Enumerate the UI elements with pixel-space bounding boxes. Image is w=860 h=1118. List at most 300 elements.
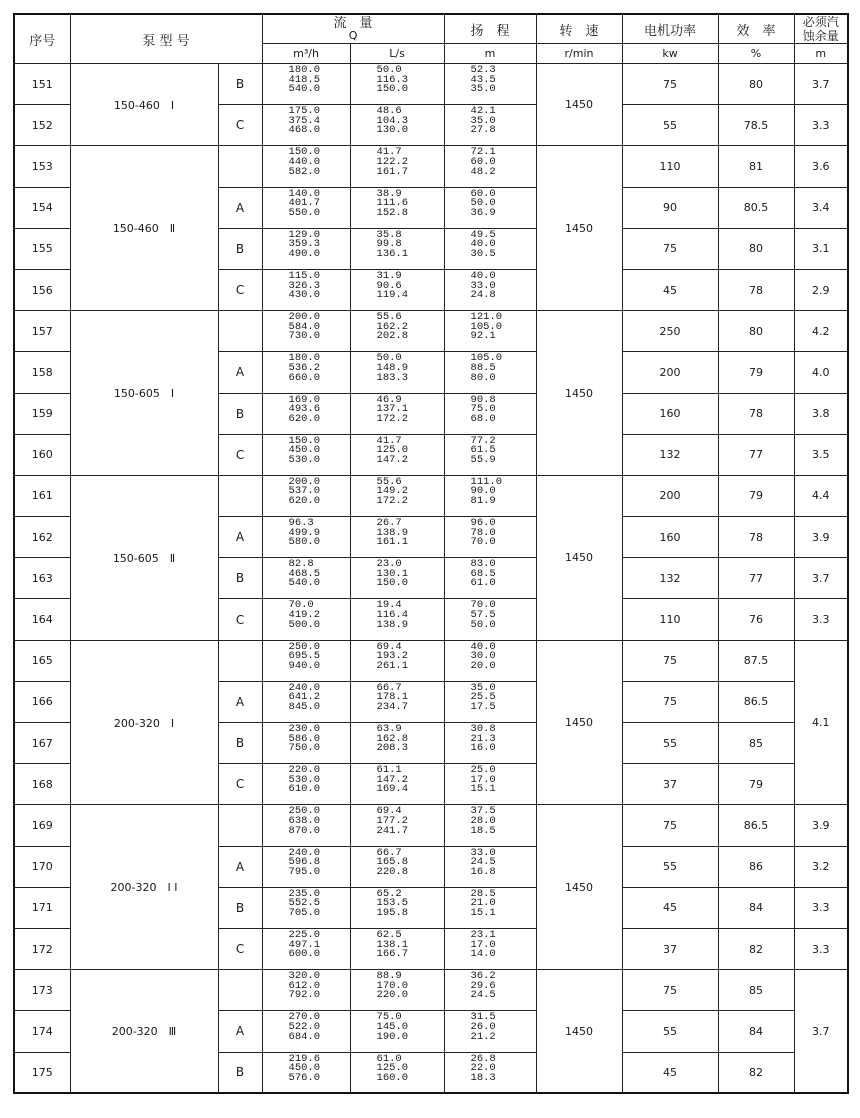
speed-cell: 1450 — [536, 475, 622, 640]
head-cell-value: 35.0 — [470, 681, 496, 694]
unit-npsh: m — [794, 44, 848, 64]
flow-m3h-cell-value: 596.8 — [288, 856, 321, 869]
flow-ls-cell-value: 26.7 — [376, 517, 402, 530]
flow-ls-cell — [350, 846, 444, 887]
flow-m3h-cell-value: 401.7 — [288, 197, 321, 210]
flow-m3h-cell-value: 200.0 — [288, 311, 321, 324]
flow-m3h-cell-value: 180.0 — [288, 64, 321, 76]
impeller-suffix-cell — [218, 970, 262, 1011]
npsh-cell: 3.8 — [794, 393, 848, 434]
head-cell-value: 16.0 — [470, 742, 496, 755]
efficiency-cell: 80 — [718, 64, 794, 105]
head-cell-value: 15.1 — [470, 906, 496, 919]
flow-m3h-cell — [262, 311, 350, 352]
efficiency-cell: 79 — [718, 475, 794, 516]
head-cell — [444, 764, 536, 805]
table-row — [14, 311, 848, 352]
flow-ls-cell-value: 88.9 — [376, 970, 402, 983]
flow-ls-cell — [350, 640, 444, 681]
flow-m3h-cell — [262, 517, 350, 558]
head-cell-value: 17.0 — [470, 938, 496, 951]
head-cell-value: 21.3 — [470, 732, 496, 745]
head-cell-value: 37.5 — [470, 805, 496, 818]
seq-cell: 166 — [14, 681, 70, 722]
flow-ls-cell — [350, 146, 444, 187]
head-cell-value: 55.9 — [470, 453, 496, 466]
head-cell-value: 121.0 — [470, 311, 503, 324]
flow-m3h-cell-value: 552.5 — [288, 897, 321, 910]
flow-m3h-cell-value: 537.0 — [288, 485, 321, 498]
pump-spec-table — [13, 13, 849, 1094]
flow-m3h-cell-value: 175.0 — [288, 105, 321, 118]
flow-ls-cell — [350, 970, 444, 1011]
head-cell-value: 70.0 — [470, 536, 496, 549]
flow-ls-cell-value: 130.0 — [376, 124, 409, 137]
efficiency-cell: 80.5 — [718, 187, 794, 228]
efficiency-cell: 77 — [718, 558, 794, 599]
flow-ls-cell-value: 41.7 — [376, 434, 402, 447]
flow-ls-cell — [350, 599, 444, 640]
flow-ls-cell-value: 193.2 — [376, 650, 409, 663]
flow-ls-cell — [350, 105, 444, 146]
flow-ls-cell — [350, 1052, 444, 1093]
head-cell-value: 105.0 — [470, 320, 503, 333]
flow-ls-cell-value: 69.4 — [376, 640, 402, 653]
seq-cell: 161 — [14, 475, 70, 516]
flow-ls-cell-value: 104.3 — [376, 114, 409, 127]
seq-cell: 164 — [14, 599, 70, 640]
impeller-suffix-cell: B — [218, 228, 262, 269]
flow-ls-cell-value: 166.7 — [376, 948, 409, 961]
header-seq: 序号 — [14, 14, 70, 64]
flow-ls-cell — [350, 928, 444, 969]
head-cell-value: 21.0 — [470, 897, 496, 910]
model-cell: 150-605 Ⅰ — [70, 311, 218, 476]
flow-m3h-cell-value: 540.0 — [288, 83, 321, 96]
impeller-suffix-cell — [218, 640, 262, 681]
head-cell-value: 92.1 — [470, 330, 496, 343]
head-cell-value: 22.0 — [470, 1062, 496, 1075]
flow-ls-cell-value: 116.3 — [376, 73, 409, 86]
head-cell-value: 77.2 — [470, 434, 496, 447]
efficiency-cell: 86 — [718, 846, 794, 887]
flow-ls-cell-value: 147.2 — [376, 453, 409, 466]
flow-ls-cell-value: 261.1 — [376, 659, 409, 672]
flow-m3h-cell — [262, 269, 350, 310]
efficiency-cell: 82 — [718, 1052, 794, 1093]
flow-m3h-cell — [262, 187, 350, 228]
header-model: 泵 型 号 — [70, 14, 262, 64]
flow-m3h-cell-value: 576.0 — [288, 1071, 321, 1084]
flow-ls-cell-value: 62.5 — [376, 928, 402, 941]
head-cell — [444, 105, 536, 146]
flow-ls-cell-value: 35.8 — [376, 228, 402, 241]
flow-ls-cell-value: 183.3 — [376, 371, 409, 384]
efficiency-cell: 82 — [718, 928, 794, 969]
seq-cell: 163 — [14, 558, 70, 599]
head-cell-value: 33.0 — [470, 279, 496, 292]
head-cell — [444, 228, 536, 269]
flow-ls-cell — [350, 887, 444, 928]
head-cell-value: 17.5 — [470, 701, 496, 713]
flow-m3h-cell — [262, 228, 350, 269]
header-power: 电机功率 — [622, 14, 718, 44]
seq-cell: 157 — [14, 311, 70, 352]
speed-cell: 1450 — [536, 805, 622, 970]
head-cell-value: 83.0 — [470, 558, 496, 571]
npsh-cell: 3.3 — [794, 599, 848, 640]
flow-m3h-cell-value: 530.0 — [288, 773, 321, 786]
flow-ls-cell-value: 149.2 — [376, 485, 409, 498]
npsh-cell: 3.7 — [794, 558, 848, 599]
flow-m3h-cell-value: 250.0 — [288, 805, 321, 818]
flow-ls-cell-value: 23.0 — [376, 558, 402, 571]
power-cell: 55 — [622, 723, 718, 764]
head-cell-value: 90.8 — [470, 393, 496, 406]
efficiency-cell: 80 — [718, 228, 794, 269]
flow-ls-cell — [350, 475, 444, 516]
head-cell — [444, 846, 536, 887]
power-cell: 37 — [622, 764, 718, 805]
impeller-suffix-cell: A — [218, 846, 262, 887]
flow-m3h-cell — [262, 1052, 350, 1093]
head-cell — [444, 1011, 536, 1052]
flow-ls-cell-value: 75.0 — [376, 1011, 402, 1024]
header-flow-title: 流 量 — [333, 16, 373, 31]
flow-m3h-cell-value: 450.0 — [288, 1062, 321, 1075]
flow-ls-cell-value: 31.9 — [376, 269, 402, 282]
head-cell-value: 52.3 — [470, 64, 496, 76]
head-cell — [444, 640, 536, 681]
head-cell — [444, 970, 536, 1011]
flow-ls-cell-value: 119.4 — [376, 289, 409, 302]
seq-cell: 165 — [14, 640, 70, 681]
efficiency-cell: 78.5 — [718, 105, 794, 146]
flow-ls-cell-value: 38.9 — [376, 187, 402, 200]
flow-ls-cell-value: 161.1 — [376, 536, 409, 549]
head-cell — [444, 558, 536, 599]
flow-m3h-cell-value: 493.6 — [288, 403, 321, 416]
flow-m3h-cell-value: 219.6 — [288, 1052, 321, 1065]
npsh-cell: 4.0 — [794, 352, 848, 393]
impeller-suffix-cell — [218, 475, 262, 516]
flow-m3h-cell-value: 180.0 — [288, 352, 321, 365]
flow-m3h-cell-value: 795.0 — [288, 865, 321, 878]
model-cell: 200-320 Ⅲ — [70, 970, 218, 1094]
flow-ls-cell-value: 50.0 — [376, 64, 402, 76]
head-cell-value: 30.0 — [470, 650, 496, 663]
flow-ls-cell-value: 63.9 — [376, 723, 402, 735]
flow-ls-cell-value: 195.8 — [376, 906, 409, 919]
speed-cell: 1450 — [536, 64, 622, 146]
flow-m3h-cell-value: 497.1 — [288, 938, 321, 951]
power-cell: 200 — [622, 352, 718, 393]
impeller-suffix-cell: B — [218, 723, 262, 764]
head-cell-value: 111.0 — [470, 475, 503, 488]
power-cell: 45 — [622, 887, 718, 928]
flow-m3h-cell-value: 610.0 — [288, 783, 321, 796]
table-header — [14, 14, 848, 64]
flow-ls-cell-value: 65.2 — [376, 887, 402, 900]
speed-cell: 1450 — [536, 970, 622, 1094]
head-cell — [444, 393, 536, 434]
head-cell-value: 61.0 — [470, 577, 496, 590]
flow-ls-cell-value: 172.2 — [376, 412, 409, 425]
flow-m3h-cell — [262, 599, 350, 640]
seq-cell: 159 — [14, 393, 70, 434]
flow-m3h-cell-value: 522.0 — [288, 1020, 321, 1033]
head-cell-value: 68.0 — [470, 412, 496, 425]
flow-m3h-cell — [262, 1011, 350, 1052]
flow-ls-cell-value: 66.7 — [376, 846, 402, 859]
power-cell: 75 — [622, 681, 718, 722]
flow-m3h-cell-value: 870.0 — [288, 824, 321, 837]
impeller-suffix-cell: A — [218, 187, 262, 228]
efficiency-cell: 78 — [718, 517, 794, 558]
head-cell-value: 96.0 — [470, 517, 496, 530]
power-cell: 75 — [622, 64, 718, 105]
flow-ls-cell — [350, 558, 444, 599]
flow-m3h-cell-value: 430.0 — [288, 289, 321, 302]
head-cell-value: 30.8 — [470, 723, 496, 735]
flow-ls-cell-value: 169.4 — [376, 783, 409, 796]
flow-ls-cell-value: 125.0 — [376, 444, 409, 457]
flow-ls-cell-value: 136.1 — [376, 247, 409, 260]
seq-cell: 168 — [14, 764, 70, 805]
header-head: 扬 程 — [444, 14, 536, 44]
head-cell — [444, 64, 536, 105]
flow-m3h-cell-value: 660.0 — [288, 371, 321, 384]
flow-ls-cell-value: 152.8 — [376, 206, 409, 219]
flow-m3h-cell-value: 70.0 — [288, 599, 314, 612]
flow-ls-cell — [350, 434, 444, 475]
head-cell-value: 28.5 — [470, 887, 496, 900]
model-cell: 150-460 Ⅰ — [70, 64, 218, 146]
flow-m3h-cell-value: 612.0 — [288, 979, 321, 992]
flow-ls-cell — [350, 228, 444, 269]
flow-ls-cell — [350, 681, 444, 722]
flow-m3h-cell-value: 129.0 — [288, 228, 321, 241]
flow-m3h-cell-value: 150.0 — [288, 434, 321, 447]
header-npsh: 必须汽 蚀余量 — [794, 14, 848, 44]
power-cell: 75 — [622, 640, 718, 681]
npsh-cell: 3.9 — [794, 517, 848, 558]
flow-m3h-cell-value: 419.2 — [288, 609, 321, 622]
flow-ls-cell-value: 234.7 — [376, 701, 409, 713]
head-cell-value: 26.8 — [470, 1052, 496, 1065]
flow-ls-cell-value: 153.5 — [376, 897, 409, 910]
table-row — [14, 970, 848, 1011]
seq-cell: 154 — [14, 187, 70, 228]
npsh-cell: 4.1 — [794, 640, 848, 805]
npsh-cell: 3.3 — [794, 887, 848, 928]
head-cell-value: 25.0 — [470, 764, 496, 777]
head-cell — [444, 928, 536, 969]
flow-ls-cell — [350, 393, 444, 434]
head-cell-value: 57.5 — [470, 609, 496, 622]
flow-ls-cell-value: 55.6 — [376, 475, 402, 488]
head-cell-value: 68.5 — [470, 567, 496, 580]
head-cell — [444, 681, 536, 722]
flow-ls-cell — [350, 1011, 444, 1052]
efficiency-cell: 86.5 — [718, 805, 794, 846]
flow-m3h-cell-value: 326.3 — [288, 279, 321, 292]
flow-m3h-cell — [262, 887, 350, 928]
head-cell-value: 18.3 — [470, 1071, 496, 1084]
power-cell: 55 — [622, 105, 718, 146]
npsh-cell: 2.9 — [794, 269, 848, 310]
flow-ls-cell-value: 138.9 — [376, 526, 409, 539]
head-cell-value: 72.1 — [470, 146, 496, 159]
power-cell: 45 — [622, 269, 718, 310]
flow-m3h-cell-value: 536.2 — [288, 361, 321, 374]
flow-m3h-cell-value: 468.0 — [288, 124, 321, 137]
seq-cell: 171 — [14, 887, 70, 928]
flow-m3h-cell — [262, 393, 350, 434]
flow-m3h-cell-value: 240.0 — [288, 681, 321, 694]
flow-m3h-cell-value: 450.0 — [288, 444, 321, 457]
flow-m3h-cell — [262, 723, 350, 764]
table-row — [14, 146, 848, 187]
model-cell: 150-460 Ⅱ — [70, 146, 218, 311]
seq-cell: 156 — [14, 269, 70, 310]
head-cell — [444, 1052, 536, 1093]
seq-cell: 175 — [14, 1052, 70, 1093]
head-cell — [444, 269, 536, 310]
flow-m3h-cell-value: 750.0 — [288, 742, 321, 755]
flow-ls-cell — [350, 269, 444, 310]
flow-m3h-cell — [262, 928, 350, 969]
flow-m3h-cell — [262, 434, 350, 475]
flow-ls-cell-value: 161.7 — [376, 165, 409, 178]
header-speed: 转 速 — [536, 14, 622, 44]
flow-ls-cell — [350, 764, 444, 805]
head-cell-value: 35.0 — [470, 114, 496, 127]
npsh-cell: 3.2 — [794, 846, 848, 887]
flow-m3h-cell-value: 550.0 — [288, 206, 321, 219]
head-cell-value: 40.0 — [470, 238, 496, 251]
head-cell-value: 27.8 — [470, 124, 496, 137]
npsh-cell: 3.3 — [794, 928, 848, 969]
flow-ls-cell — [350, 805, 444, 846]
unit-ls: L/s — [350, 44, 444, 64]
head-cell — [444, 805, 536, 846]
flow-m3h-cell-value: 792.0 — [288, 989, 321, 1002]
head-cell-value: 105.0 — [470, 352, 503, 365]
head-cell-value: 48.2 — [470, 165, 496, 178]
unit-speed: r/min — [536, 44, 622, 64]
power-cell: 250 — [622, 311, 718, 352]
impeller-suffix-cell: B — [218, 558, 262, 599]
power-cell: 160 — [622, 393, 718, 434]
efficiency-cell: 79 — [718, 764, 794, 805]
power-cell: 55 — [622, 1011, 718, 1052]
flow-ls-cell-value: 19.4 — [376, 599, 402, 612]
power-cell: 132 — [622, 434, 718, 475]
impeller-suffix-cell: C — [218, 764, 262, 805]
impeller-suffix-cell: B — [218, 1052, 262, 1093]
flow-m3h-cell-value: 705.0 — [288, 906, 321, 919]
head-cell-value: 80.0 — [470, 371, 496, 384]
flow-ls-cell-value: 41.7 — [376, 146, 402, 159]
flow-m3h-cell-value: 230.0 — [288, 723, 321, 735]
unit-eff: % — [718, 44, 794, 64]
head-cell-value: 25.5 — [470, 691, 496, 704]
flow-m3h-cell-value: 940.0 — [288, 659, 321, 672]
npsh-cell: 3.5 — [794, 434, 848, 475]
flow-m3h-cell-value: 638.0 — [288, 814, 321, 827]
head-cell — [444, 887, 536, 928]
flow-ls-cell-value: 170.0 — [376, 979, 409, 992]
impeller-suffix-cell: A — [218, 517, 262, 558]
flow-ls-cell — [350, 187, 444, 228]
npsh-cell: 3.6 — [794, 146, 848, 187]
head-cell — [444, 311, 536, 352]
head-cell-value: 75.0 — [470, 403, 496, 416]
flow-m3h-cell-value: 418.5 — [288, 73, 321, 86]
efficiency-cell: 79 — [718, 352, 794, 393]
head-cell-value: 28.0 — [470, 814, 496, 827]
flow-m3h-cell — [262, 105, 350, 146]
npsh-cell: 3.7 — [794, 64, 848, 105]
flow-m3h-cell-value: 641.2 — [288, 691, 321, 704]
flow-m3h-cell — [262, 805, 350, 846]
flow-ls-cell-value: 145.0 — [376, 1020, 409, 1033]
flow-ls-cell — [350, 311, 444, 352]
flow-ls-cell-value: 46.9 — [376, 393, 402, 406]
head-cell-value: 90.0 — [470, 485, 496, 498]
table-row — [14, 805, 848, 846]
flow-m3h-cell-value: 730.0 — [288, 330, 321, 343]
head-cell-value: 24.5 — [470, 856, 496, 869]
flow-ls-cell-value: 165.8 — [376, 856, 409, 869]
head-cell-value: 50.0 — [470, 618, 496, 631]
impeller-suffix-cell — [218, 311, 262, 352]
flow-ls-cell-value: 61.0 — [376, 1052, 402, 1065]
flow-m3h-cell-value: 150.0 — [288, 146, 321, 159]
head-cell-value: 24.8 — [470, 289, 496, 302]
flow-ls-cell-value: 48.6 — [376, 105, 402, 118]
head-cell — [444, 599, 536, 640]
head-cell-value: 40.0 — [470, 269, 496, 282]
head-cell-value: 42.1 — [470, 105, 496, 118]
impeller-suffix-cell: B — [218, 64, 262, 105]
flow-m3h-cell-value: 620.0 — [288, 495, 321, 508]
head-cell — [444, 352, 536, 393]
flow-ls-cell-value: 137.1 — [376, 403, 409, 416]
impeller-suffix-cell: A — [218, 352, 262, 393]
efficiency-cell: 84 — [718, 1011, 794, 1052]
flow-m3h-cell-value: 96.3 — [288, 517, 314, 530]
efficiency-cell: 77 — [718, 434, 794, 475]
head-cell-value: 17.0 — [470, 773, 496, 786]
unit-head: m — [444, 44, 536, 64]
impeller-suffix-cell: A — [218, 681, 262, 722]
head-cell-value: 60.0 — [470, 155, 496, 168]
flow-m3h-cell-value: 695.5 — [288, 650, 321, 663]
impeller-suffix-cell: C — [218, 928, 262, 969]
flow-ls-cell-value: 99.8 — [376, 238, 402, 251]
efficiency-cell: 78 — [718, 269, 794, 310]
flow-m3h-cell-value: 250.0 — [288, 640, 321, 653]
efficiency-cell: 86.5 — [718, 681, 794, 722]
efficiency-cell: 78 — [718, 393, 794, 434]
header-flow-q: Q — [348, 29, 358, 42]
flow-m3h-cell — [262, 352, 350, 393]
flow-m3h-cell-value: 169.0 — [288, 393, 321, 406]
head-cell — [444, 723, 536, 764]
head-cell — [444, 434, 536, 475]
